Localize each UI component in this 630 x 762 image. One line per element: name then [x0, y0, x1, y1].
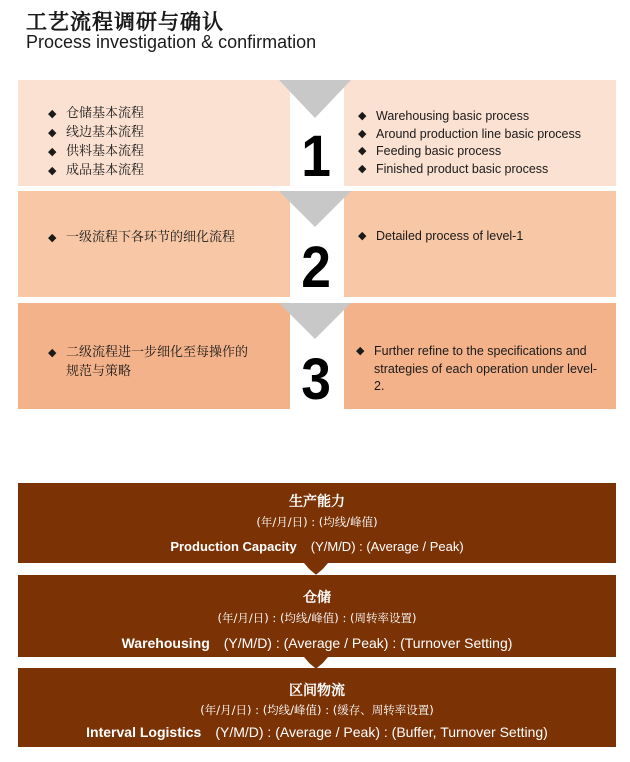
box-en-detail: (Y/M/D) : (Average / Peak) : (Turnover Setting) — [223, 635, 513, 651]
capacity-box-production — [18, 483, 616, 563]
list-item: ◆ Around production line basic process — [358, 126, 581, 144]
list-item: ◆ 仓储基本流程 — [48, 104, 144, 123]
level-2-en-list — [358, 228, 523, 246]
box-en-label: Warehousing — [121, 635, 210, 651]
list-item: ◆ 一级流程下各环节的细化流程 — [48, 228, 278, 247]
chevron-down-icon — [279, 303, 351, 339]
list-item: ◆ 线边基本流程 — [48, 123, 144, 142]
box-title: 区间物流 — [289, 683, 345, 699]
box-en-line — [18, 722, 616, 742]
box-title: 仓储 — [303, 590, 331, 606]
box-title: 生产能力 — [289, 494, 345, 510]
level-1-cn-list — [48, 104, 144, 180]
level-3-en-list — [356, 343, 601, 396]
level-3-cn-list — [48, 343, 253, 381]
page-title-cn: 工艺流程调研与确认 — [26, 10, 224, 34]
chevron-down-icon — [279, 191, 351, 227]
level-number-2: 2 — [301, 235, 331, 300]
list-item: ◆ Detailed process of level-1 — [358, 228, 523, 246]
box-en-label: Interval Logistics — [86, 724, 202, 740]
list-item: ◆ 成品基本流程 — [48, 161, 144, 180]
box-en-line — [18, 537, 616, 557]
level-number-1: 1 — [301, 124, 331, 189]
list-item: ◆ 供料基本流程 — [48, 142, 144, 161]
box-subtitle: (年/月/日) : (均线/峰值) : (周转率设置) — [217, 611, 417, 625]
box-subtitle: (年/月/日) : (均线/峰值) — [256, 515, 378, 529]
box-en-label: Production Capacity — [170, 539, 297, 554]
list-item: ◆ Warehousing basic process — [358, 108, 581, 126]
level-number-3: 3 — [301, 347, 331, 412]
page-title-en: Process investigation & confirmation — [26, 32, 317, 52]
box-en-line — [18, 633, 616, 653]
box-en-detail: (Y/M/D) : (Average / Peak) : (Buffer, Turnover Setting) — [215, 724, 548, 740]
capacity-box-warehousing — [18, 575, 616, 657]
level-2-cn-list — [48, 228, 278, 247]
box-en-detail: (Y/M/D) : (Average / Peak) — [310, 539, 464, 554]
list-item: ◆ 二级流程进一步细化至每操作的规范与策略 — [48, 343, 253, 381]
list-item: ◆ Finished product basic process — [358, 161, 581, 179]
capacity-box-interval-logistics — [18, 668, 616, 747]
level-1-en-list — [358, 108, 581, 178]
chevron-down-icon — [279, 80, 351, 118]
box-subtitle: (年/月/日) : (均线/峰值) : (缓存、周转率设置) — [200, 703, 434, 717]
list-item: ◆ Further refine to the specifications and strategies of each operation under level-2. — [356, 343, 601, 396]
list-item: ◆ Feeding basic process — [358, 143, 581, 161]
